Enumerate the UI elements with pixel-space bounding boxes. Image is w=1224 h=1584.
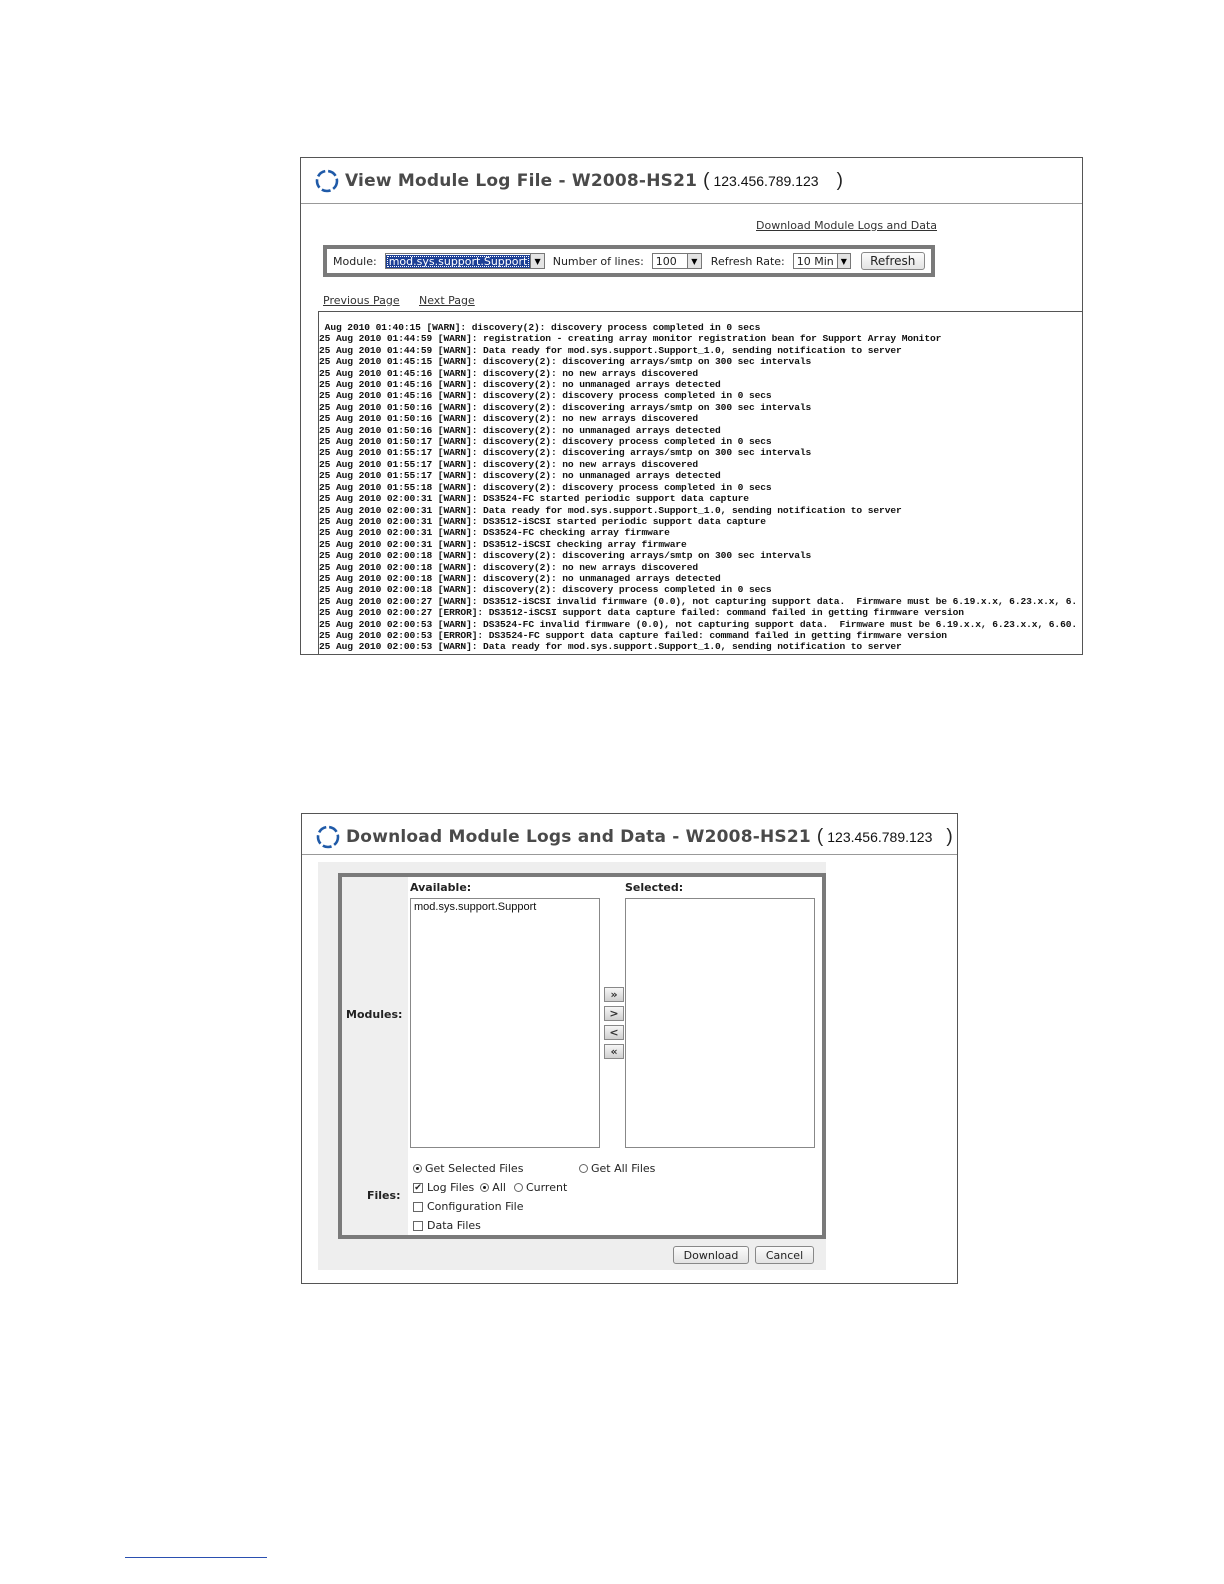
log-line: 25 Aug 2010 01:50:16 [WARN]: discovery(2): no new arrays discovered xyxy=(319,413,699,425)
modules-label: Modules: xyxy=(346,1008,403,1021)
data-files-label: Data Files xyxy=(427,1219,481,1232)
double-chevron-left-icon: « xyxy=(610,1045,618,1058)
log-line: 25 Aug 2010 01:55:18 [WARN]: discovery(2): discovery process completed in 0 secs xyxy=(319,481,772,493)
log-line: 25 Aug 2010 02:00:53 [WARN]: DS3524-FC invalid firmware (0.0), not capturing support data. Firmware must be 6.19.x.x, 6.23.x.x, 6.60. xyxy=(319,618,1078,630)
log-line: 25 Aug 2010 02:00:31 [WARN]: DS3524-FC started periodic support data capture xyxy=(319,493,749,505)
previous-page-link[interactable]: Previous Page xyxy=(323,294,400,307)
log-files-label: Log Files xyxy=(427,1181,475,1194)
log-line: 25 Aug 2010 01:45:16 [WARN]: discovery(2): no new arrays discovered xyxy=(319,367,699,379)
get-selected-files-option[interactable] xyxy=(413,1162,523,1175)
log-line: 25 Aug 2010 02:00:53 [WARN]: Data ready for mod.sys.support.Support_1.0, sending notification to server xyxy=(319,641,902,653)
log-line: 25 Aug 2010 02:00:18 [WARN]: discovery(2): discovering arrays/smtp on 300 sec intervals xyxy=(319,550,812,562)
remove-button[interactable] xyxy=(604,1025,624,1040)
available-modules-list[interactable] xyxy=(410,898,600,1148)
log-line: 25 Aug 2010 01:50:16 [WARN]: discovery(2): discovering arrays/smtp on 300 sec intervals xyxy=(319,401,812,413)
configuration-file-option[interactable] xyxy=(413,1200,524,1213)
logo-icon xyxy=(315,169,339,193)
log-line: 25 Aug 2010 02:00:27 [ERROR]: DS3512-iSCSI support data capture failed: command failed in getting firmware version xyxy=(319,607,964,619)
remove-all-button[interactable] xyxy=(604,1044,624,1059)
log-line: 25 Aug 2010 01:55:17 [WARN]: discovery(2): no unmanaged arrays detected xyxy=(319,470,721,482)
chevron-down-icon: ▼ xyxy=(837,254,850,268)
refresh-button[interactable]: Refresh xyxy=(861,252,925,270)
ip-address: 123.456.789.123 xyxy=(713,173,819,189)
lines-select[interactable] xyxy=(652,253,702,269)
files-label: Files: xyxy=(367,1189,401,1202)
log-line: 25 Aug 2010 02:00:18 [WARN]: discovery(2): discovery process completed in 0 secs xyxy=(319,584,772,596)
add-button[interactable] xyxy=(604,1006,624,1021)
checkbox-icon[interactable] xyxy=(413,1221,423,1231)
log-output[interactable] xyxy=(318,311,1083,655)
available-label: Available: xyxy=(410,881,472,894)
log-line: 25 Aug 2010 01:45:16 [WARN]: discovery(2): no unmanaged arrays detected xyxy=(319,379,721,391)
log-line: 25 Aug 2010 01:50:17 [WARN]: discovery(2): discovery process completed in 0 secs xyxy=(319,436,772,448)
refresh-rate-label: Refresh Rate: xyxy=(710,254,785,268)
lines-label: Number of lines: xyxy=(552,254,644,268)
log-line: 25 Aug 2010 02:00:31 [WARN]: DS3512-iSCSI checking array firmware xyxy=(319,538,687,550)
download-logs-link[interactable]: Download Module Logs and Data xyxy=(756,219,938,232)
log-line: 25 Aug 2010 01:55:17 [WARN]: discovery(2): discovering arrays/smtp on 300 sec intervals xyxy=(319,447,812,459)
log-line: 25 Aug 2010 02:00:31 [WARN]: Data ready for mod.sys.support.Support_1.0, sending notification to server xyxy=(319,504,902,516)
get-selected-files-label: Get Selected Files xyxy=(425,1162,524,1175)
add-all-button[interactable] xyxy=(604,987,624,1002)
next-page-link[interactable]: Next Page xyxy=(419,294,475,307)
selected-modules-list[interactable] xyxy=(625,898,815,1148)
download-button[interactable]: Download xyxy=(673,1246,749,1264)
radio-selected-icon[interactable] xyxy=(480,1183,489,1192)
log-line: 25 Aug 2010 01:44:59 [WARN]: registration - creating array monitor registration bean for Support Array Monitor xyxy=(319,333,942,345)
module-select-value: mod.sys.support.Support xyxy=(386,255,531,268)
log-line: 25 Aug 2010 02:00:53 [ERROR]: DS3524-FC support data capture failed: command failed in getting firmware version xyxy=(319,629,947,641)
panel-header: View Module Log File - W2008-HS21 ( 123.456.789.123 ) xyxy=(315,166,843,196)
log-files-option[interactable] xyxy=(413,1181,567,1194)
view-module-log-panel xyxy=(300,157,1083,655)
chevron-down-icon: ▼ xyxy=(530,254,543,268)
chevron-left-icon: < xyxy=(609,1026,619,1039)
download-module-logs-panel xyxy=(301,813,958,1284)
label-column xyxy=(342,877,408,1235)
list-item[interactable]: mod.sys.support.Support xyxy=(414,901,537,913)
get-all-files-label: Get All Files xyxy=(591,1162,656,1175)
log-line: 25 Aug 2010 02:00:18 [WARN]: discovery(2): no new arrays discovered xyxy=(319,561,699,573)
get-all-files-option[interactable] xyxy=(579,1162,655,1175)
log-line: 25 Aug 2010 01:45:16 [WARN]: discovery(2): discovery process completed in 0 secs xyxy=(319,390,772,402)
log-controls-toolbar xyxy=(323,245,935,277)
radio-selected-icon[interactable] xyxy=(413,1164,422,1173)
radio-icon[interactable] xyxy=(579,1164,588,1173)
log-line: 25 Aug 2010 02:00:31 [WARN]: DS3524-FC checking array firmware xyxy=(319,527,670,539)
footnote-rule xyxy=(125,1557,267,1558)
checkbox-icon[interactable] xyxy=(413,1202,423,1212)
log-line: 25 Aug 2010 02:00:18 [WARN]: discovery(2): no unmanaged arrays detected xyxy=(319,572,721,584)
checkbox-checked-icon[interactable]: ✔ xyxy=(414,1182,422,1193)
radio-icon[interactable] xyxy=(514,1183,523,1192)
data-files-option[interactable] xyxy=(413,1219,481,1232)
header-divider xyxy=(302,854,957,855)
log-line: 25 Aug 2010 01:45:15 [WARN]: discovery(2): discovering arrays/smtp on 300 sec intervals xyxy=(319,356,812,368)
log-line: 25 Aug 2010 01:50:16 [WARN]: discovery(2): no unmanaged arrays detected xyxy=(319,424,721,436)
cancel-button[interactable]: Cancel xyxy=(755,1246,814,1264)
log-line: 25 Aug 2010 01:44:59 [WARN]: Data ready for mod.sys.support.Support_1.0, sending notification to server xyxy=(319,344,902,356)
configuration-file-label: Configuration File xyxy=(427,1200,524,1213)
download-form xyxy=(338,873,826,1239)
module-label: Module: xyxy=(333,254,377,268)
refresh-rate-select[interactable] xyxy=(793,253,851,269)
page-title: View Module Log File - W2008-HS21 xyxy=(345,171,698,191)
chevron-down-icon: ▼ xyxy=(687,254,701,268)
refresh-rate-select-value: 10 Min xyxy=(796,254,834,268)
log-line: 25 Aug 2010 02:00:27 [WARN]: DS3512-iSCSI invalid firmware (0.0), not capturing support data. Firmware must be 6.19.x.x, 6.23.x.x, 6. xyxy=(319,595,1078,607)
module-select[interactable] xyxy=(385,253,545,269)
header-divider xyxy=(301,203,1082,204)
all-label: All xyxy=(492,1181,506,1194)
chevron-right-icon: > xyxy=(609,1007,619,1020)
logo-icon xyxy=(316,825,340,849)
log-line: 25 Aug 2010 01:55:17 [WARN]: discovery(2): no new arrays discovered xyxy=(319,458,699,470)
page-title: Download Module Logs and Data - W2008-HS21 xyxy=(346,827,811,847)
panel-header: Download Module Logs and Data - W2008-HS21 ( 123.456.789.123 ) xyxy=(316,822,953,852)
log-line: Aug 2010 01:40:15 [WARN]: discovery(2): discovery process completed in 0 secs xyxy=(319,322,761,333)
lines-select-value: 100 xyxy=(655,254,677,268)
double-chevron-right-icon: » xyxy=(610,988,618,1001)
current-label: Current xyxy=(525,1181,568,1194)
log-line: 25 Aug 2010 02:00:31 [WARN]: DS3512-iSCSI started periodic support data capture xyxy=(319,515,766,527)
ip-address: 123.456.789.123 xyxy=(827,829,933,845)
selected-label: Selected: xyxy=(625,881,684,894)
